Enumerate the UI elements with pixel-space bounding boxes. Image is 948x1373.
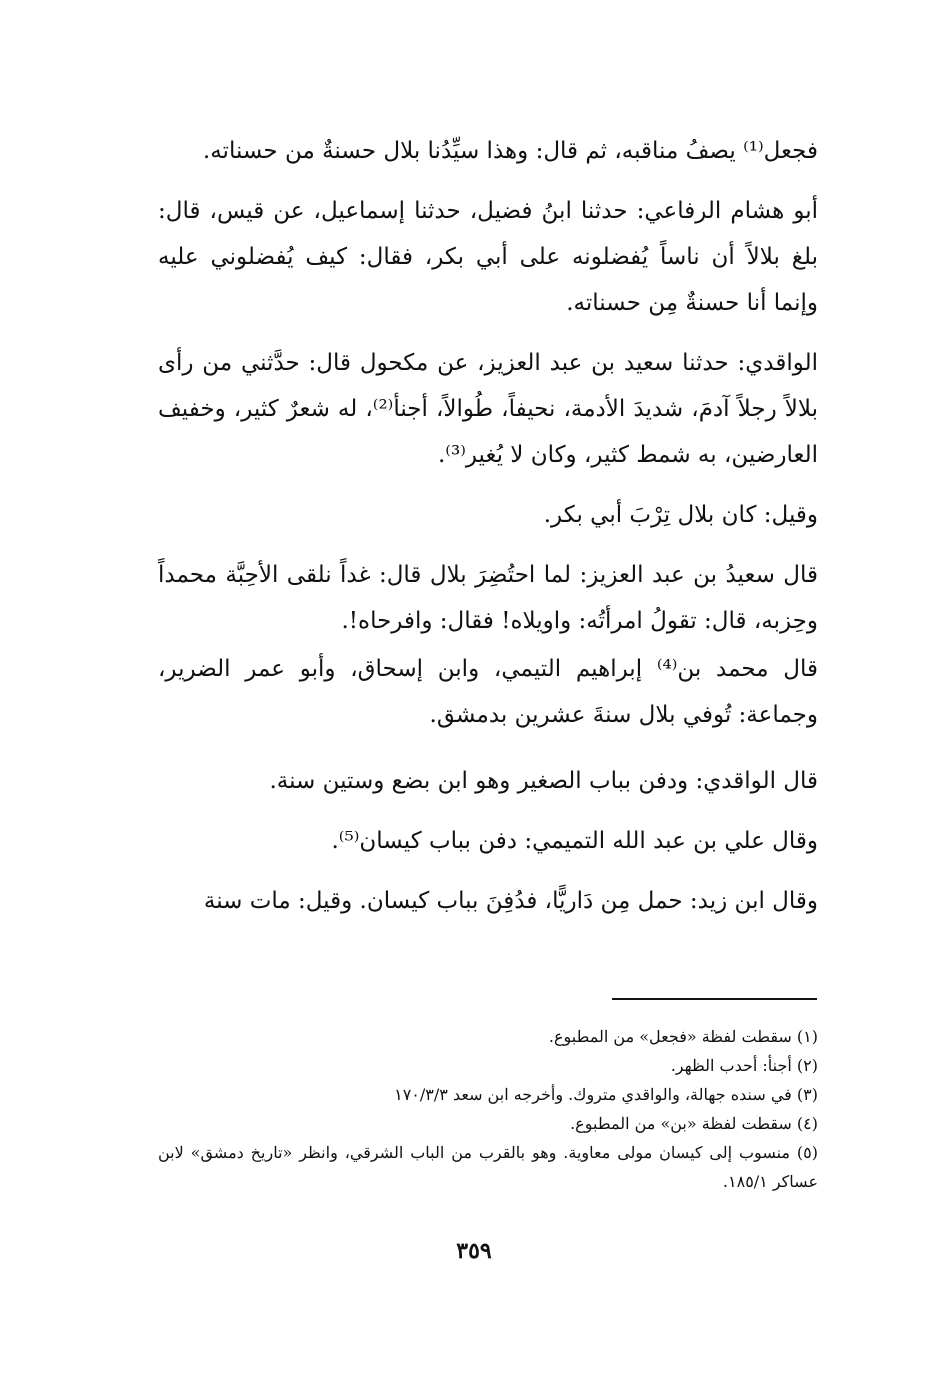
footnote: (٤) سقطت لفظة «بن» من المطبوع.	[570, 1114, 818, 1133]
footnote: (٥) منسوب إلى كيسان مولى معاوية. وهو بالقرب من الباب الشرقي، وانظر «تاريخ دمشق» لابن عساكر ١٨٥/١.	[158, 1143, 818, 1191]
paragraph: وقال ابن زيد: حمل مِن دَاريًّا، فدُفِنَ بباب كيسان. وقيل: مات سنة	[203, 888, 818, 914]
paragraph: فجعل⁽¹⁾ يصفُ مناقبه، ثم قال: وهذا سيِّدُنا بلال حسنةٌ من حسناته.	[202, 138, 818, 164]
page-number: ٣٥٩	[456, 1238, 492, 1264]
main-text	[158, 128, 818, 938]
footnote-divider	[612, 998, 817, 1000]
paragraph: وقال علي بن عبد الله التميمي: دفن بباب كيسان⁽⁵⁾.	[331, 828, 818, 854]
footnote: (٢) أجنأ: أحدب الظهر.	[670, 1056, 818, 1075]
paragraph: أبو هشام الرفاعي: حدثنا ابنُ فضيل، حدثنا إسماعيل، عن قيس، قال: بلغ بلالاً أن ناساً يُفضلونه على أبي بكر، فقال: كيف يُفضلوني عليه وإنما أنا حسنةٌ مِن حسناته.	[158, 198, 818, 316]
paragraph: الواقدي: حدثنا سعيد بن عبد العزيز، عن مكحول قال: حدَّثني من رأى بلالاً رجلاً آدمَ، شديدَ الأدمة، نحيفاً، طُوالاً، أجنأ⁽²⁾، له شعرٌ كثير، وخفيف العارضين، به شمط كثير، وكان لا يُغير⁽³⁾.	[158, 350, 819, 468]
footnotes	[158, 1022, 818, 1196]
footnote: (١) سقطت لفظة «فجعل» من المطبوع.	[548, 1027, 818, 1046]
paragraph: وقيل: كان بلال تِرْبَ أبي بكر.	[543, 502, 818, 528]
paragraph: قال الواقدي: ودفن بباب الصغير وهو ابن بضع وستين سنة.	[269, 768, 818, 794]
paragraph: قال محمد بن⁽⁴⁾ إبراهيم التيمي، وابن إسحاق، وأبو عمر الضرير، وجماعة: تُوفي بلال سنةَ عشرين بدمشق.	[158, 656, 818, 728]
paragraph: قال سعيدُ بن عبد العزيز: لما احتُضِرَ بلال قال: غداً نلقى الأحِبَّة محمداً وحِزبه، قال: تقولُ امرأتُه: واويلاه! فقال: وافرحاه!.	[158, 562, 818, 634]
footnote: (٣) في سنده جهالة، والواقدي متروك. وأخرجه ابن سعد ١٧٠/٣/٣	[394, 1085, 818, 1104]
